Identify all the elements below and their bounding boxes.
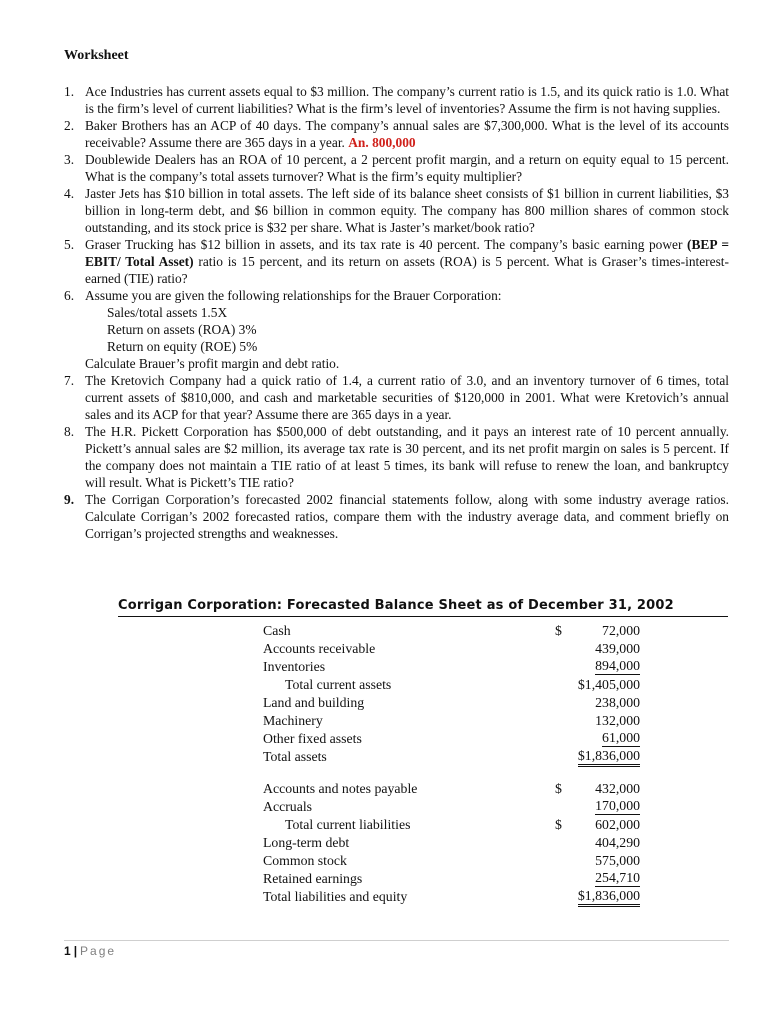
relationship-line: Sales/total assets 1.5X [107, 305, 228, 320]
question-text: The H.R. Pickett Corporation has $500,000 of debt outstanding, and it pays an interest rate of 10 percent annually. Pickett’s annual sales are $2 million, its average tax rate is 30 percent, and its net profit margin on sales is 5 percent. If the company does not maintain a TIE ratio of at least 5 times, its bank will refuse to renew the loan, and bankruptcy will result. What is Pickett’s TIE ratio? [85, 424, 729, 490]
row-amount: $1,405,000 [577, 677, 640, 692]
row-label: Machinery [263, 713, 323, 728]
row-label: Land and building [263, 695, 365, 710]
page-number: 1 [64, 944, 71, 958]
table-row [263, 622, 643, 640]
row-amount: 170,000 [595, 798, 640, 813]
row-amount: 575,000 [595, 853, 640, 868]
currency-sign: $ [555, 623, 562, 638]
question-4 [64, 185, 729, 236]
row-amount: 894,000 [595, 658, 640, 673]
row-amount: $1,836,000 [578, 888, 640, 907]
question-number: 1. [64, 84, 75, 99]
question-text: Doublewide Dealers has an ROA of 10 percent, a 2 percent profit margin, and a return on equity equal to 15 percent. What is the company’s total assets turnover? What is the firm’s equity multiplier? [85, 152, 729, 184]
question-6 [64, 287, 729, 372]
row-amount: 72,000 [602, 623, 640, 638]
page-footer [64, 944, 116, 958]
question-number: 6. [64, 288, 75, 303]
row-label: Accounts and notes payable [263, 781, 418, 796]
row-amount: 238,000 [595, 695, 640, 710]
question-number: 4. [64, 186, 75, 201]
row-label: Other fixed assets [263, 731, 362, 746]
row-label: Total current liabilities [285, 817, 411, 832]
question-text: The Kretovich Company had a quick ratio of 1.4, a current ratio of 3.0, and an inventory turnover of 6 times, total current assets of $810,000, and cash and marketable securities of $120,000 in 2001. What were Kretovich’s annual sales and its ACP for that year? Assume there are 365 days in a year. [85, 373, 729, 422]
page-title: Worksheet [64, 48, 129, 63]
table-row [263, 888, 643, 906]
table-row [263, 676, 643, 694]
table-row [263, 730, 643, 748]
question-text: Graser Trucking has $12 billion in assets, and its tax rate is 40 percent. The company’s basic earning power [85, 237, 683, 252]
question-8 [64, 423, 729, 491]
question-text: Jaster Jets has $10 billion in total assets. The left side of its balance sheet consists of $1 billion in current liabilities, $3 billion in long-term debt, and $6 billion in common equity. The company has 800 million shares of common stock outstanding, and its stock price is $32 per share. What is Jaster’s market/book ratio? [85, 186, 729, 235]
row-label: Inventories [263, 659, 326, 674]
row-label: Total liabilities and equity [263, 889, 408, 904]
question-instruction: Calculate Brauer’s profit margin and debt ratio. [85, 356, 340, 371]
question-number: 8. [64, 424, 75, 439]
question-number: 7. [64, 373, 75, 388]
question-number: 3. [64, 152, 75, 167]
table-row [263, 816, 643, 834]
footer-separator: | [73, 944, 78, 958]
row-amount: 432,000 [595, 781, 640, 796]
relationship-line: Return on equity (ROE) 5% [107, 339, 258, 354]
table-row [263, 712, 643, 730]
balance-sheet-title: Corrigan Corporation: Forecasted Balance Sheet as of December 31, 2002 [118, 598, 728, 617]
question-text-cont: ratio is 15 percent, and its return on assets (ROA) is 5 percent. What is Graser’s times-interest-earned (TIE) ratio? [85, 254, 729, 286]
row-label: Accounts receivable [263, 641, 376, 656]
row-amount: 404,290 [595, 835, 640, 850]
row-amount: 439,000 [595, 641, 640, 656]
row-amount: 61,000 [602, 730, 640, 745]
row-label: Long-term debt [263, 835, 350, 850]
question-1 [64, 83, 729, 117]
table-row [263, 834, 643, 852]
question-number: 2. [64, 118, 75, 133]
currency-sign: $ [555, 817, 562, 832]
formula-text: (BEP = EBIT/ Total Asset) [85, 237, 729, 269]
balance-sheet [263, 622, 643, 906]
question-number: 5. [64, 237, 75, 252]
table-row [263, 798, 643, 816]
question-text: Ace Industries has current assets equal to $3 million. The company’s current ratio is 1.5, and its quick ratio is 1.0. What is the firm’s level of current liabilities? What is the firm’s level of inventories? Assume the firm is not having supplies. [85, 84, 729, 116]
row-label: Common stock [263, 853, 347, 868]
row-amount: 602,000 [595, 817, 640, 832]
row-label: Accruals [263, 799, 313, 814]
table-row [263, 852, 643, 870]
row-amount: 132,000 [595, 713, 640, 728]
question-3 [64, 151, 729, 185]
question-5 [64, 236, 729, 287]
row-label: Total current assets [285, 677, 392, 692]
question-list [64, 83, 729, 542]
question-text: Baker Brothers has an ACP of 40 days. The company’s annual sales are $7,300,000. What is the level of its accounts receivable? Assume there are 365 days in a year. [85, 118, 729, 150]
question-9 [64, 491, 729, 542]
question-text: The Corrigan Corporation’s forecasted 2002 financial statements follow, along with some industry average ratios. Calculate Corrigan’s 2002 forecasted ratios, compare them with the industry average data, and comment briefly on Corrigan’s projected strengths and weaknesses. [85, 492, 729, 541]
row-label: Retained earnings [263, 871, 363, 886]
table-row [263, 748, 643, 766]
table-row [263, 780, 643, 798]
currency-sign: $ [555, 781, 562, 796]
table-row [263, 640, 643, 658]
footer-divider [64, 940, 729, 941]
question-text: Assume you are given the following relationships for the Brauer Corporation: [85, 288, 502, 303]
row-amount: 254,710 [595, 870, 640, 885]
question-2 [64, 117, 729, 151]
answer-text: An. 800,000 [348, 135, 416, 150]
row-label: Total assets [263, 749, 327, 764]
row-label: Cash [263, 623, 291, 638]
page-word: Page [80, 944, 117, 958]
table-row [263, 658, 643, 676]
question-number: 9. [64, 492, 75, 507]
question-7 [64, 372, 729, 423]
relationship-line: Return on assets (ROA) 3% [107, 322, 257, 337]
table-row [263, 694, 643, 712]
table-row [263, 870, 643, 888]
row-amount: $1,836,000 [578, 748, 640, 767]
